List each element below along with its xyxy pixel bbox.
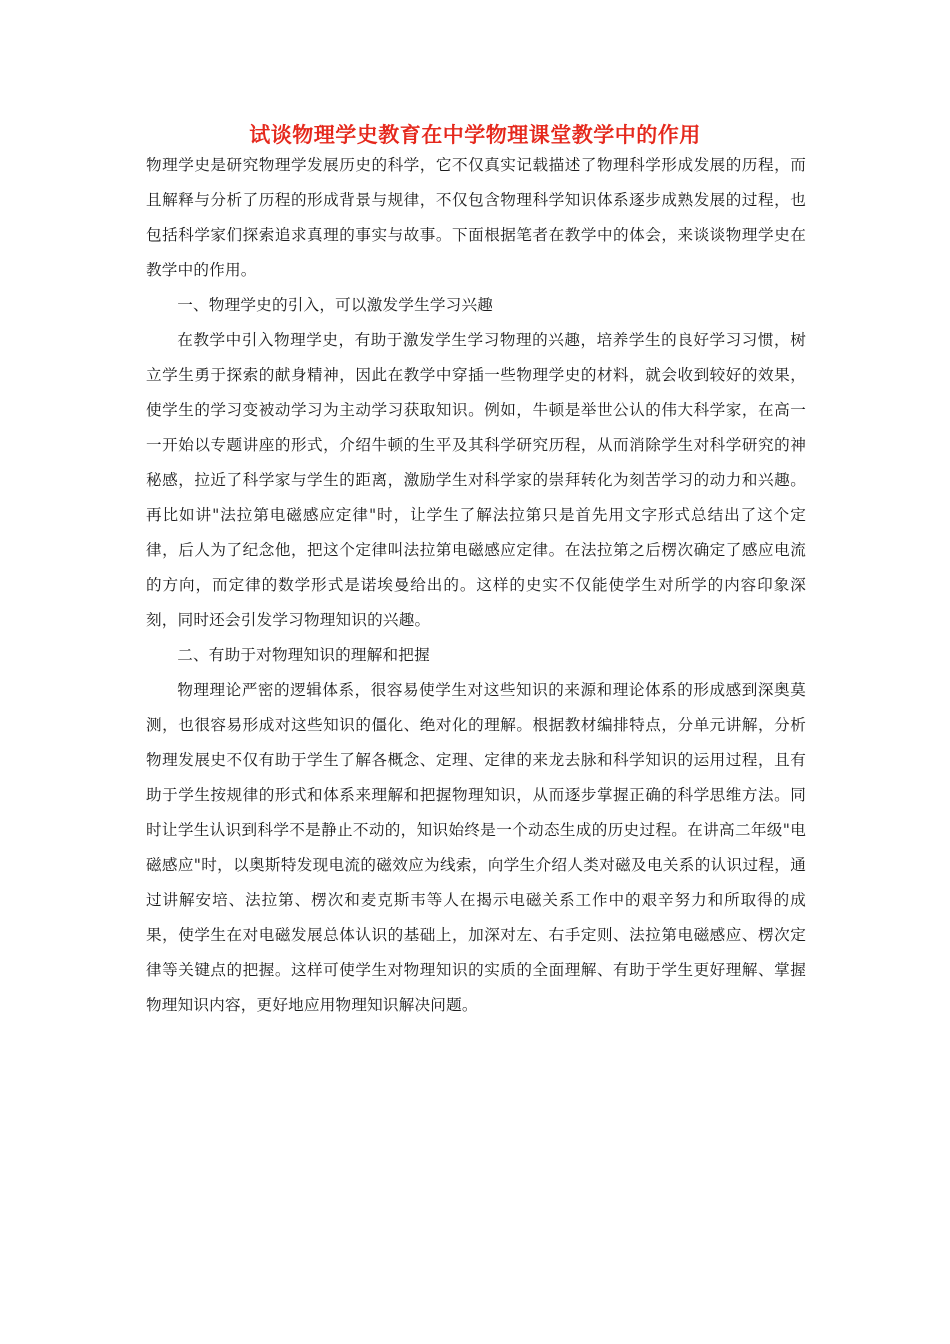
document-title: 试谈物理学史教育在中学物理课堂教学中的作用 — [249, 122, 701, 147]
section-1-paragraph: 在教学中引入物理学史，有助于激发学生学习物理的兴趣，培养学生的良好学习习惯，树立学生勇于探索的献身精神，因此在教学中穿插一些物理学史的材料，就会收到较好的效果，使学生的学习变被动学习为主动学习获取知识。例如，牛顿是举世公认的伟大科学家，在高一一开始以专题讲座的形式，介绍牛顿的生平及其科学研究历程，从而消除学生对科学研究的神秘感，拉近了科学家与学生的距离，激励学生对科学家的崇拜转化为刻苦学习的动力和兴趣。再比如讲"法拉第电磁感应定律"时，让学生了解法拉第只是首先用文字形式总结出了这个定律，后人为了纪念他，把这个定律叫法拉第电磁感应定律。在法拉第之后楞次确定了感应电流的方向，而定律的数学形式是诺埃曼给出的。这样的史实不仅能使学生对所学的内容印象深刻，同时还会引发学习物理知识的兴趣。 — [146, 331, 806, 629]
document-body — [146, 148, 806, 1023]
section-heading-1: 一、物理学史的引入，可以激发学生学习兴趣 — [177, 296, 494, 314]
intro-paragraph: 物理学史是研究物理学发展历史的科学，它不仅真实记载描述了物理科学形成发展的历程，而且解释与分析了历程的形成背景与规律，不仅包含物理科学知识体系逐步成熟发展的过程，也包括科学家们探索追求真理的事实与故事。下面根据笔者在教学中的体会，来谈谈物理学史在教学中的作用。 — [146, 156, 806, 279]
section-heading-2: 二、有助于对物理知识的理解和把握 — [177, 646, 430, 664]
section-2-paragraph: 物理理论严密的逻辑体系，很容易使学生对这些知识的来源和理论体系的形成感到深奥莫测，也很容易形成对这些知识的僵化、绝对化的理解。根据教材编排特点，分单元讲解，分析物理发展史不仅有助于学生了解各概念、定理、定律的来龙去脉和科学知识的运用过程，且有助于学生按规律的形式和体系来理解和把握物理知识，从而逐步掌握正确的科学思维方法。同时让学生认识到科学不是静止不动的，知识始终是一个动态生成的历史过程。在讲高二年级"电磁感应"时，以奥斯特发现电流的磁效应为线索，向学生介绍人类对磁及电关系的认识过程，通过讲解安培、法拉第、楞次和麦克斯韦等人在揭示电磁关系工作中的艰辛努力和所取得的成果，使学生在对电磁发展总体认识的基础上，加深对左、右手定则、法拉第电磁感应、楞次定律等关键点的把握。这样可使学生对物理知识的实质的全面理解、有助于学生更好理解、掌握物理知识内容，更好地应用物理知识解决问题。 — [146, 681, 806, 1014]
